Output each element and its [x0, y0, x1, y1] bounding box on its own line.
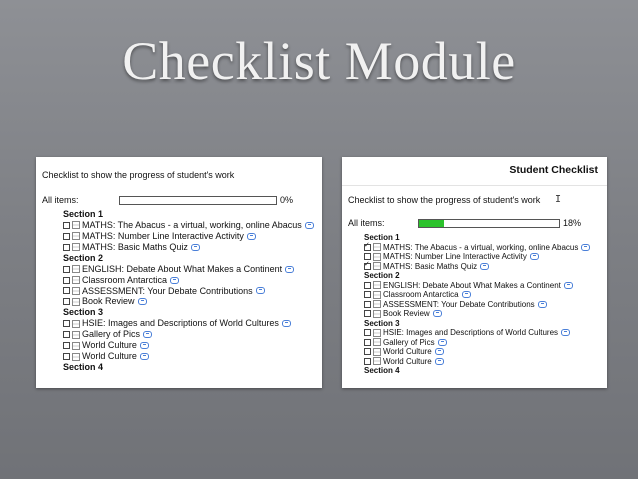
- item-link[interactable]: World Culture: [383, 347, 432, 356]
- section-title: Section 4: [364, 366, 400, 375]
- checklist-item: [63, 220, 322, 231]
- item-link[interactable]: Book Review: [383, 309, 430, 318]
- item-link[interactable]: MATHS: The Abacus - a virtual, working, online Abacus: [383, 242, 579, 252]
- external-link-icon[interactable]: [170, 277, 179, 284]
- progress-bar: [119, 196, 277, 205]
- document-icon: [373, 291, 381, 299]
- item-checkbox[interactable]: [63, 320, 70, 327]
- item-checkbox[interactable]: [63, 298, 70, 305]
- document-icon: [373, 338, 381, 346]
- checklist-item: [364, 309, 607, 319]
- document-icon: [72, 320, 80, 328]
- item-checkbox[interactable]: [364, 339, 371, 346]
- item-checkbox[interactable]: [364, 301, 371, 308]
- external-link-icon[interactable]: [138, 298, 147, 305]
- progress-row: [36, 195, 322, 205]
- item-checkbox[interactable]: [63, 277, 70, 284]
- item-checkbox[interactable]: [63, 353, 70, 360]
- checklist-item: [63, 231, 322, 242]
- item-checkbox[interactable]: [364, 358, 371, 365]
- external-link-icon[interactable]: [480, 263, 489, 270]
- document-icon: [72, 287, 80, 295]
- item-link[interactable]: Gallery of Pics: [383, 337, 435, 347]
- item-checkbox[interactable]: [63, 244, 70, 251]
- progress-row: [342, 218, 607, 228]
- progress-bar-fill: [419, 220, 444, 227]
- external-link-icon[interactable]: [247, 233, 256, 240]
- item-checkbox[interactable]: [63, 287, 70, 294]
- item-link[interactable]: ASSESSMENT: Your Debate Contributions: [82, 285, 253, 296]
- checklist-sections: [342, 233, 607, 376]
- item-link[interactable]: MATHS: The Abacus - a virtual, working, online Abacus: [82, 220, 302, 230]
- item-link[interactable]: HSIE: Images and Descriptions of World Cultures: [383, 328, 559, 337]
- checklist-panel-left: [36, 157, 322, 388]
- section-title: Section 4: [63, 361, 104, 372]
- item-link[interactable]: Book Review: [82, 296, 135, 307]
- item-checkbox[interactable]: [63, 266, 70, 273]
- checklist-item: [364, 252, 607, 262]
- item-checkbox[interactable]: [364, 348, 371, 355]
- external-link-icon[interactable]: [285, 266, 294, 273]
- progress-label: All items:: [42, 195, 79, 205]
- external-link-icon[interactable]: [435, 348, 444, 355]
- section-title: Section 3: [364, 318, 400, 328]
- checklist-description: Checklist to show the progress of student's work: [348, 195, 541, 205]
- item-link[interactable]: World Culture: [82, 351, 137, 362]
- document-icon: [373, 310, 381, 318]
- checklist-item: [63, 296, 322, 307]
- document-icon: [373, 329, 381, 337]
- checklist-item: [63, 351, 322, 362]
- checklist-item: [364, 347, 607, 357]
- external-link-icon[interactable]: [433, 310, 442, 317]
- checklist-item: [63, 340, 322, 351]
- checklist-item: [364, 281, 607, 291]
- section-title: Section 2: [364, 271, 400, 280]
- item-link[interactable]: Classroom Antarctica: [82, 274, 168, 285]
- item-link[interactable]: MATHS: Basic Maths Quiz: [383, 261, 478, 271]
- document-icon: [72, 353, 80, 361]
- item-checkbox[interactable]: [364, 244, 371, 251]
- item-link[interactable]: ENGLISH: Debate About What Makes a Continent: [82, 263, 283, 274]
- checklist-item: [364, 243, 607, 253]
- item-checkbox[interactable]: [63, 222, 70, 229]
- external-link-icon[interactable]: [581, 244, 590, 251]
- checklist-item: [364, 262, 607, 272]
- external-link-icon[interactable]: [191, 244, 200, 251]
- external-link-icon[interactable]: [438, 339, 447, 346]
- external-link-icon[interactable]: [538, 301, 547, 308]
- document-icon: [373, 243, 381, 251]
- checklist-item: [364, 300, 607, 310]
- item-link[interactable]: MATHS: Number Line Interactive Activity: [383, 252, 527, 261]
- document-icon: [373, 262, 381, 270]
- item-checkbox[interactable]: [364, 282, 371, 289]
- checklist-item: [63, 329, 322, 340]
- item-checkbox[interactable]: [63, 331, 70, 338]
- document-icon: [72, 298, 80, 306]
- external-link-icon[interactable]: [305, 222, 314, 229]
- progress-percent: 0%: [280, 195, 294, 205]
- external-link-icon[interactable]: [564, 282, 573, 289]
- item-link[interactable]: ENGLISH: Debate About What Makes a Continent: [383, 280, 561, 290]
- progress-bar: [418, 219, 560, 228]
- checklist-item: [63, 275, 322, 286]
- document-icon: [72, 243, 80, 251]
- item-link[interactable]: MATHS: Number Line Interactive Activity: [82, 230, 244, 241]
- item-link[interactable]: World Culture: [383, 356, 432, 366]
- document-icon: [373, 348, 381, 356]
- item-link[interactable]: World Culture: [82, 340, 137, 351]
- checklist-item: [364, 357, 607, 367]
- heading-divider: [342, 185, 607, 186]
- item-checkbox[interactable]: [63, 233, 70, 240]
- external-link-icon[interactable]: [530, 253, 539, 260]
- external-link-icon[interactable]: [435, 358, 444, 365]
- document-icon: [72, 221, 80, 229]
- document-icon: [72, 342, 80, 350]
- checklist-item: [364, 290, 607, 300]
- external-link-icon[interactable]: [256, 287, 265, 294]
- section-title: Section 2: [63, 252, 104, 263]
- document-icon: [72, 265, 80, 273]
- external-link-icon[interactable]: [462, 291, 471, 298]
- external-link-icon[interactable]: [143, 331, 152, 338]
- item-link[interactable]: Gallery of Pics: [82, 329, 141, 340]
- external-link-icon[interactable]: [140, 353, 149, 360]
- document-icon: [72, 276, 80, 284]
- panel-heading: Student Checklist: [509, 164, 598, 176]
- checklist-item: [63, 286, 322, 297]
- document-icon: [72, 232, 80, 240]
- checklist-description: Checklist to show the progress of student's work: [42, 170, 235, 180]
- checklist-panel-right: [342, 157, 607, 388]
- document-icon: [72, 331, 80, 339]
- item-checkbox[interactable]: [364, 263, 371, 270]
- external-link-icon[interactable]: [282, 320, 291, 327]
- external-link-icon[interactable]: [561, 329, 570, 336]
- checklist-item: [364, 338, 607, 348]
- document-icon: [373, 253, 381, 261]
- checklist-item: [63, 318, 322, 329]
- item-link[interactable]: Classroom Antarctica: [383, 290, 459, 299]
- section-title: Section 1: [364, 233, 400, 242]
- text-cursor-icon: I: [555, 194, 562, 205]
- checklist-item: [63, 242, 322, 253]
- item-checkbox[interactable]: [364, 291, 371, 298]
- checklist-sections: [36, 209, 322, 373]
- item-checkbox[interactable]: [63, 342, 70, 349]
- progress-percent: 18%: [563, 218, 582, 228]
- checklist-item: [63, 264, 322, 275]
- checklist-item: [364, 328, 607, 338]
- section-title: Section 1: [63, 209, 104, 219]
- progress-label: All items:: [348, 218, 385, 228]
- document-icon: [373, 357, 381, 365]
- item-link[interactable]: MATHS: Basic Maths Quiz: [82, 241, 188, 252]
- document-icon: [373, 300, 381, 308]
- section-title: Section 3: [63, 307, 104, 318]
- item-link[interactable]: HSIE: Images and Descriptions of World Cultures: [82, 318, 279, 329]
- external-link-icon[interactable]: [140, 342, 149, 349]
- slide-title: Checklist Module: [122, 31, 516, 91]
- item-checkbox[interactable]: [364, 310, 371, 317]
- item-checkbox[interactable]: [364, 329, 371, 336]
- document-icon: [373, 281, 381, 289]
- item-link[interactable]: ASSESSMENT: Your Debate Contributions: [383, 299, 535, 309]
